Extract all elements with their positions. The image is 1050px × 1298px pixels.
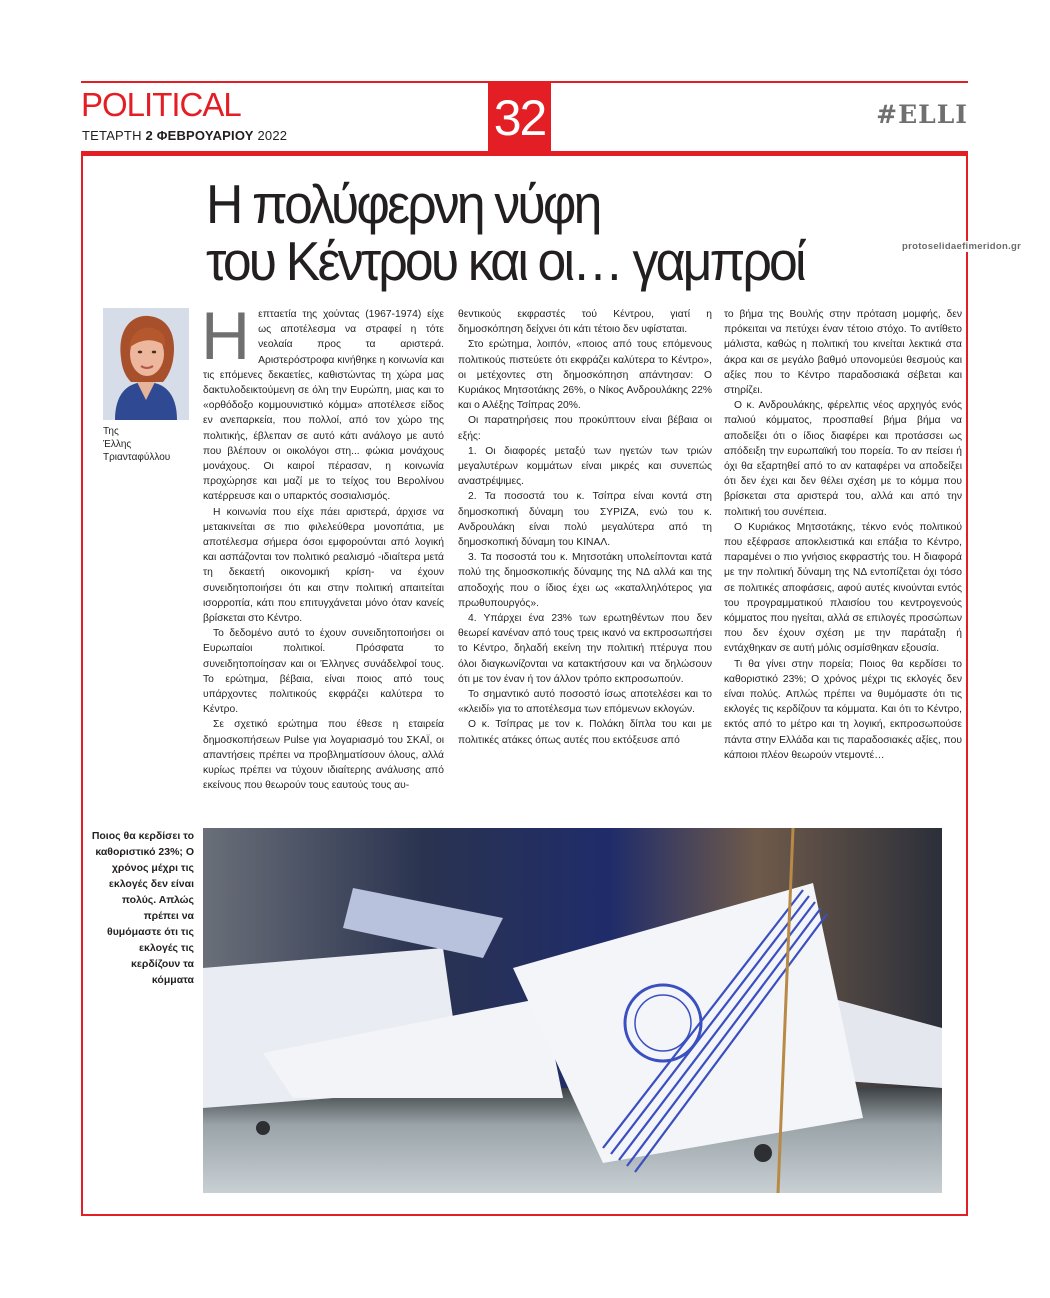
- dateline: [82, 128, 287, 143]
- paragraph: Οι παρατηρήσεις που προκύπτουν είναι βέβαια οι εξής:: [458, 415, 712, 442]
- author-last-name: Τριανταφύλλου: [103, 452, 171, 463]
- paragraph: θεντικούς εκφραστές τού Κέντρου, γιατί η δημοσκόπηση δείχνει ότι κάτι τέτοιο δεν υφίσταται.: [458, 309, 712, 336]
- drop-cap: Η: [201, 298, 251, 374]
- column-tag: #ELLI: [876, 100, 968, 129]
- paragraph: Ο Κυριάκος Μητσοτάκης, τέκνο ενός πολιτικού που εξέφρασε αποκλειστικά και επάξια το Κέντρο, παραμένει ο πιο γνήσιος εκφραστής του. Η διαφορά με την πολιτική δύναμη της ΝΔ εντοπίζεται όχι τόσο σε πολιτικές αποφάσεις, αφού αυτές κινούνται εντός του προγραμματικού πλαισίου του κεντρογενούς κόμματος που ηγείται, αλλά σε επιλογές προσώπων που δεν έχουν σχέση με την παράταξη ή εντάχθηκαν σε αυτή μόλις οσμίσθηκαν εξουσία.: [724, 521, 962, 655]
- list-point-4: 4. Υπάρχει ένα 23% των ερωτηθέντων που δεν θεωρεί κανέναν από τους τρεις ικανό να εκπροσωπήσει το Κέντρο, δηλαδή εκείνη την πολιτική πτέρυγα που όλοι διαγκωνίζονται να κατακτήσουν και να δηλώσουν ότι με τον έναν ή τον άλλον τρόπο εκπροσωπούν.: [458, 613, 712, 685]
- date-day-month: 2 ΦΕΒΡΟΥΑΡΙΟΥ: [145, 128, 254, 143]
- list-point-1: 1. Οι διαφορές μεταξύ των ηγετών των τριών μεγαλυτέρων κομμάτων είναι μικρές και συνεπώς αναστρέψιμες.: [458, 445, 712, 488]
- frame-border-bottom: [81, 1214, 968, 1216]
- list-point-2: 2. Τα ποσοστά του κ. Τσίπρα είναι κοντά στη δημοσκοπική δύναμη του ΣΥΡΙΖΑ, ενώ του κ. Ανδρουλάκη είναι πολύ μεγαλύτερα από τη δημοσκοπική δύναμη του ΚΙΝΑΛ.: [458, 491, 712, 549]
- paragraph: επταετία της χούντας (1967-1974) είχε ως αποτέλεσμα να στραφεί η τότε νεολαία προς τα αριστερά. Αριστερόστροφα κινήθηκε η κοινωνία και τις επόμενες δεκαετίες, καθιστώντας τη χώρα μας δακτυλοδεικτούμενη σε όλη την Ευρώπη, μιας και το «ορθόδοξο κομμουνιστικό κόμμα» αποτέλεσε είδος εν ανεπαρκεία, που πολλοί, από τον χώρο της πολιτικής, έβλεπαν σε αυτό κάτι ανάλογο με αυτό που βλέπουν οι οικολόγοι στη... φώκια μονάχους μονάχους. Οι καιροί πέρασαν, η κοινωνία προχώρησε και μαζί με το τείχος του Βερολίνου κατέρρευσε και ο υπαρκτός σοσιαλισμός.: [203, 309, 444, 503]
- paragraph: Η κοινωνία που είχε πάει αριστερά, άρχισε να μετακινείται σε πιο φιλελεύθερα μονοπάτια, με αποτέλεσμα σήμερα όσοι εμφορούνται από λογική και ασπάζονται τον πολιτικό ρεαλισμό -ιδιαίτερα μετά τη δεκαετή οικονομική κρίση- να έχουν συνειδητοποιήσει ότι και στην πολιτική απαιτείται ισορροπία, κάτι που επιτυγχάνεται μόνο όταν κανείς βρίσκεται στο Κέντρο.: [203, 506, 444, 625]
- author-byline: [103, 425, 170, 464]
- author-photo: [103, 308, 189, 420]
- paragraph: Στο ερώτημα, λοιπόν, «ποιος από τους επόμενους πολιτικούς πιστεύετε ότι εκφράζει καλύτερα το Κέντρο», οι μετέχοντες στη δημοσκόπηση απάντησαν: Ο Κυριάκος Μητσοτάκης 26%, ο Νίκος Ανδρουλάκης 22% και ο Αλέξης Τσίπρας 20%.: [458, 339, 712, 412]
- paragraph: Το σημαντικό αυτό ποσοστό ίσως αποτελέσει και το «κλειδί» για το αποτέλεσμα των επόμενων εκλογών.: [458, 689, 712, 716]
- page-number-badge: 32: [488, 82, 551, 154]
- headline-line-2: του Κέντρου και οι… γαμπροί: [206, 230, 804, 292]
- list-point-3: 3. Τα ποσοστά του κ. Μητσοτάκη υπολείπονται κατά πολύ της δημοσκοπικής δύναμης της ΝΔ αλλά και της αποδοχής που ο ίδιος έχει ως «καταλληλότερος για πρωθυπουργός».: [458, 552, 712, 609]
- date-year: 2022: [257, 128, 288, 143]
- article-column-2: [458, 307, 712, 748]
- article-column-3: [724, 307, 962, 763]
- frame-border-left: [81, 151, 83, 1216]
- author-portrait-icon: [103, 308, 189, 420]
- paragraph: Σε σχετικό ερώτημα που έθεσε η εταιρεία δημοσκοπήσεων Pulse για λογαριασμό του ΣΚΑΪ, οι απαντήσεις πρέπει να προβληματίσουν όλους, αλλά κυρίως πρέπει να τύχουν ιδιαίτερης ανάλυσης από εκείνους που θεωρούν τους εαυτούς τους αυ-: [203, 719, 444, 792]
- ballot-envelope-photo-icon: [203, 828, 942, 1193]
- watermark: protoselidaefimeridon.gr: [902, 241, 1022, 252]
- article-column-1: [201, 298, 444, 794]
- author-first-name: Έλλης: [103, 439, 132, 450]
- section-title: POLITICAL: [81, 86, 241, 123]
- date-weekday: ΤΕΤΑΡΤΗ: [82, 128, 142, 143]
- header-divider: [81, 151, 968, 156]
- article-photo: [203, 828, 942, 1193]
- headline-line-1: Η πολύφερνη νύφη: [206, 173, 600, 235]
- paragraph: το βήμα της Βουλής στην πρόταση μομφής, δεν πρόκειται να πετύχει έναν τέτοιο στόχο. Το αντίθετο μάλιστα, καθώς η πολιτική του κινείται λεκτικά στα άκρα και σε μεγάλο βαθμό υπονομεύει θεσμούς και αξίες που το Κέντρο παραδοσιακά σέβεται και στηρίζει.: [724, 309, 962, 397]
- byline-prefix: Της: [103, 426, 119, 437]
- headline: [206, 173, 804, 292]
- paragraph: Ο κ. Ανδρουλάκης, φέρελπις νέος αρχηγός ενός παλιού κόμματος, προσπαθεί βήμα βήμα να αποδείξει ότι ο ίδιος διαφέρει και προτάσσει ως απόδειξη την ευρωπαϊκή του πορεία. Το αν πείσει ή όχι θα εξαρτηθεί από το αν καταφέρει να αποδείξει ότι δεν έχει και δεν θέλει σχέση με το κόμμα που βρίσκεται στα αριστερά του, αλλά και από την πολιτική του συνέπεια.: [724, 400, 962, 518]
- paragraph: Το δεδομένο αυτό το έχουν συνειδητοποιήσει οι Ευρωπαίοι πολιτικοί. Πρόσφατα το συνειδητοποίησαν και οι Έλληνες συνάδελφοί τους. Το ερώτημα, βέβαια, είναι ποιος από τους υπάρχοντες πολιτικούς εκφράζει καλύτερα το Κέντρο.: [203, 628, 444, 716]
- pull-quote: Ποιος θα κερδίσει το καθοριστικό 23%; Ο χρόνος μέχρι τις εκλογές δεν είναι πολύς. Απλώς πρέπει να θυμόμαστε ότι τις εκλογές τις κερδίζουν τα κόμματα: [91, 830, 194, 986]
- paragraph: Τι θα γίνει στην πορεία; Ποιος θα κερδίσει το καθοριστικό 23%; Ο χρόνος μέχρι τις εκλογές δεν είναι πολύς. Απλώς πρέπει να θυμόμαστε ότι τις εκλογές τις κερδίζουν τα κόμματα. Και ότι το Κέντρο, εκτός από το μέτρο και τη λογική, εκπροσωπούσε πάντα στην Ελλάδα και τις παραδοσιακές αξίες, που κάποιοι πλέον θεωρούν ντεμοντέ…: [724, 658, 962, 761]
- paragraph: Ο κ. Τσίπρας με τον κ. Πολάκη δίπλα του και με πολιτικές ατάκες όπως αυτές που εκτόξευσε από: [458, 719, 712, 746]
- frame-border-right: [966, 151, 968, 1216]
